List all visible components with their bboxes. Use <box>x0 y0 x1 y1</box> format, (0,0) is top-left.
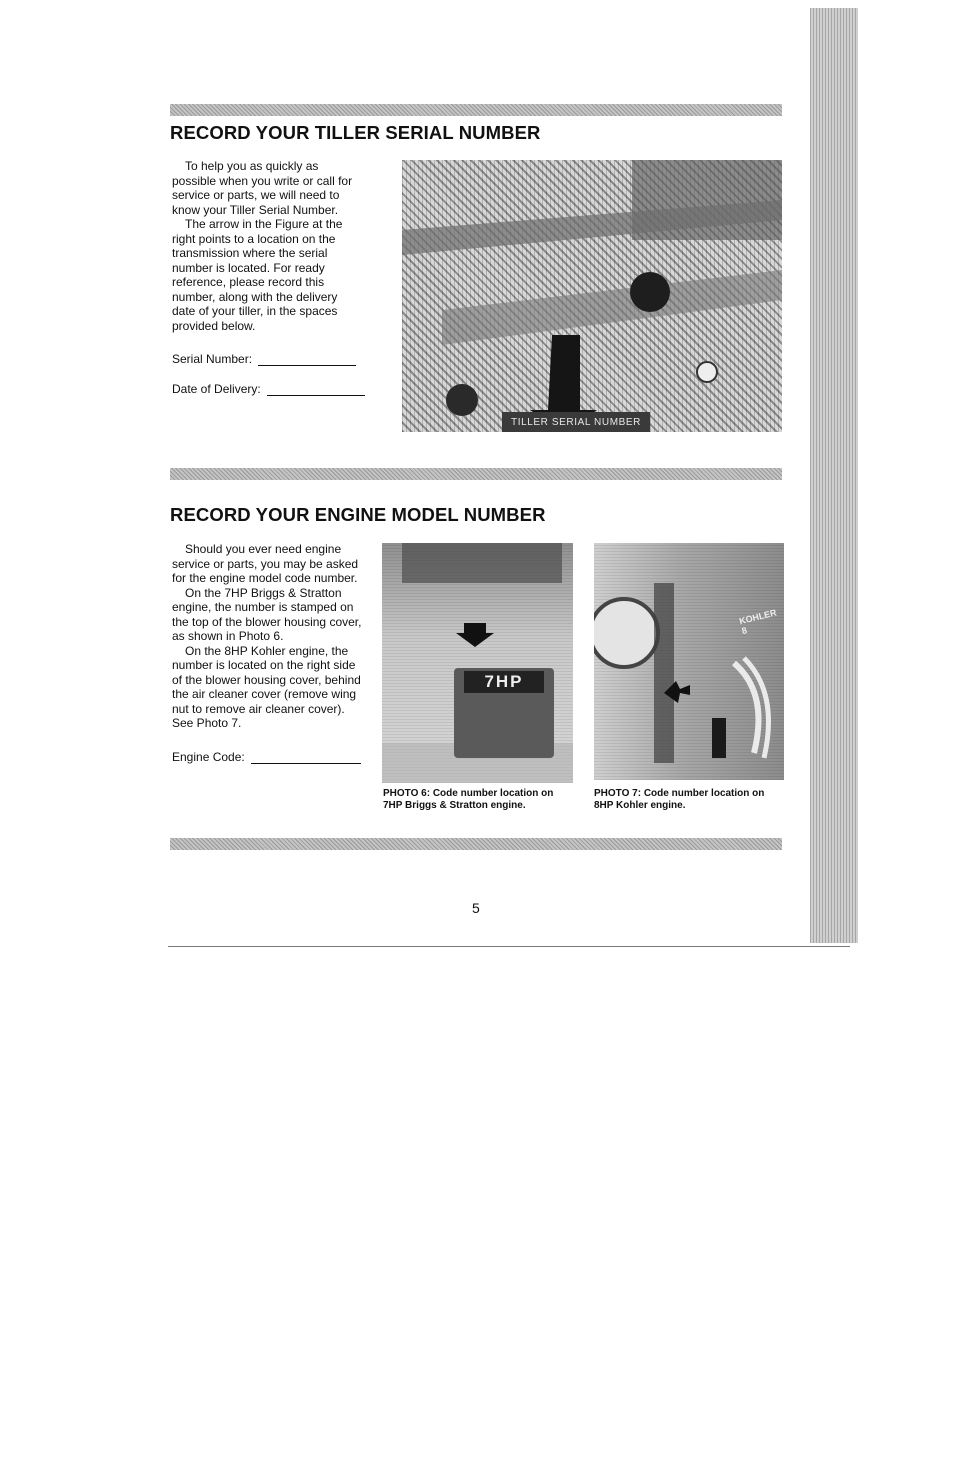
section-divider-bottom <box>170 838 782 850</box>
tiller-photo-drawing <box>402 160 782 432</box>
photo-7-caption: PHOTO 7: Code number location on 8HP Kohler engine. <box>594 788 765 811</box>
photo-7-drawing <box>594 543 784 780</box>
serial-section-body <box>172 159 364 333</box>
serial-number-field[interactable] <box>172 352 356 366</box>
engine-code-label: Engine Code: <box>172 750 245 764</box>
section-divider-top <box>170 104 782 116</box>
page-number: 5 <box>472 900 480 916</box>
engine-section-heading: RECORD YOUR ENGINE MODEL NUMBER <box>170 504 546 525</box>
serial-section-heading: RECORD YOUR TILLER SERIAL NUMBER <box>170 122 541 143</box>
engine-paragraph-1: Should you ever need engine service or parts, you may be asked for the engine model code number. <box>172 542 359 585</box>
kohler-badge: KOHLER 8 <box>738 607 778 637</box>
engine-paragraph-3: On the 8HP Kohler engine, the number is located on the right side of the blower housing cover, behind the air cleaner cover (remove wing nut to remove air cleaner cover). See Photo 7. <box>172 643 361 730</box>
engine-code-field[interactable] <box>172 750 361 764</box>
serial-number-label: Serial Number: <box>172 352 253 366</box>
engine-section-body <box>172 542 364 731</box>
serial-paragraph-1: To help you as quickly as possible when you write or call for service or parts, we will need to know your Tiller Serial Number. <box>172 159 353 217</box>
delivery-date-line[interactable] <box>267 394 365 396</box>
serial-paragraph-2: The arrow in the Figure at the right points to a location on the transmission where the serial number is located. For ready reference, please record this number, along with the delivery date of your tiller, in the spaces provided below. <box>172 217 343 333</box>
section-divider-middle <box>170 468 782 480</box>
bottom-rule <box>168 946 850 947</box>
delivery-date-label: Date of Delivery: <box>172 382 261 396</box>
tiller-serial-label: TILLER SERIAL NUMBER <box>502 412 650 432</box>
page-edge-strip <box>810 8 858 943</box>
delivery-date-field[interactable] <box>172 382 365 396</box>
7hp-badge: 7HP <box>464 671 544 693</box>
tiller-transmission-photo <box>402 160 782 432</box>
engine-code-line[interactable] <box>251 762 361 764</box>
photo-6-briggs-engine <box>382 543 573 783</box>
photo-7-kohler-engine <box>594 543 784 780</box>
engine-paragraph-2: On the 7HP Briggs & Stratton engine, the number is stamped on the top of the blower housing cover, as shown in Photo 6. <box>172 585 362 643</box>
photo-6-caption: PHOTO 6: Code number location on 7HP Briggs & Stratton engine. <box>383 788 554 811</box>
serial-number-line[interactable] <box>258 364 356 366</box>
